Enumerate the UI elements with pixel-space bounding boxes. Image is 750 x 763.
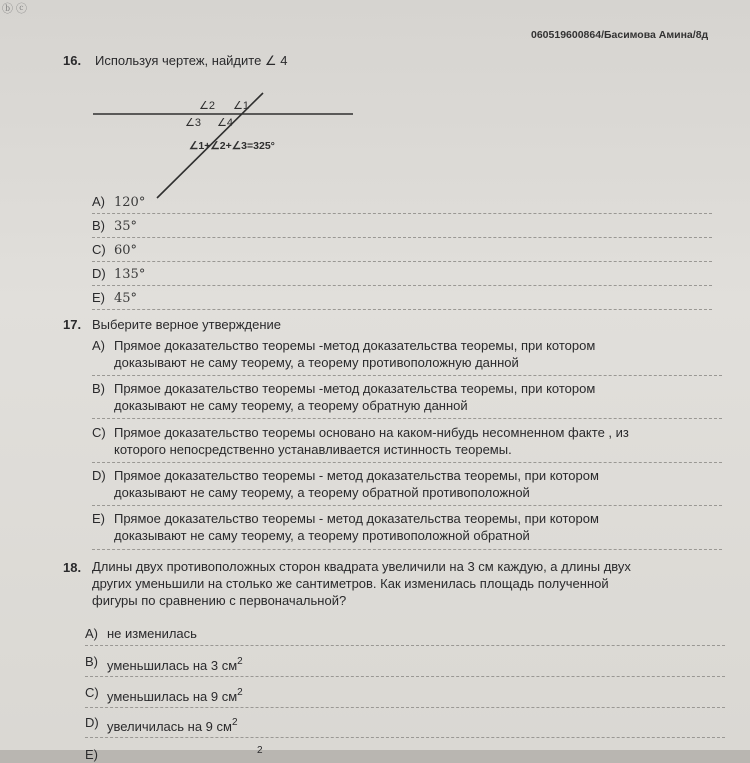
- q16-number: 16.: [63, 53, 82, 68]
- divider: [92, 505, 722, 506]
- angle-2-label: ∠2: [199, 100, 215, 112]
- angle-1-label: ∠1: [233, 100, 249, 112]
- divider: [92, 213, 712, 214]
- student-id-header: 060519600864/Басимова Амина/8д: [531, 29, 709, 41]
- q17-option-c[interactable]: C) Прямое доказательство теоремы основано на каком-нибудь несомненном факте , из которого непосредственно устанавливается истинность теоремы.: [92, 425, 629, 457]
- q16-option-d[interactable]: D) 135°: [92, 266, 146, 282]
- divider: [92, 261, 712, 262]
- angle-3-label: ∠3: [185, 117, 201, 129]
- q17-number: 17.: [63, 317, 82, 332]
- divider: [92, 462, 722, 463]
- q17-option-d[interactable]: D) Прямое доказательство теоремы - метод доказательства теоремы, при котором доказывают не саму теорему, а теорему обратной противоположной: [92, 468, 599, 500]
- divider: [92, 237, 712, 238]
- corner-marks: ⓑ ⓒ: [2, 3, 28, 15]
- divider: [92, 549, 722, 550]
- divider: [85, 707, 725, 708]
- q18-option-a[interactable]: A) не изменилась: [85, 626, 197, 641]
- divider: [85, 737, 725, 738]
- angle-condition: ∠1+∠2+∠3=325°: [189, 140, 275, 152]
- q17-option-a[interactable]: A) Прямое доказательство теоремы -метод доказательства теоремы, при котором доказывают не саму теорему, а теорему противоположную данной: [92, 338, 596, 370]
- divider: [85, 676, 725, 677]
- q18-option-c[interactable]: C) уменьшилась на 9 $см^2$: [85, 685, 243, 704]
- divider: [92, 309, 712, 310]
- divider: [92, 418, 722, 419]
- q16-text: Используя чертеж, найдите ∠ 4: [95, 53, 288, 68]
- q16-option-c[interactable]: C) 60°: [92, 242, 138, 258]
- q18-number: 18.: [63, 560, 82, 575]
- q18-option-d[interactable]: D) увеличилась на 9 $см^2$: [85, 715, 238, 734]
- q18-option-b[interactable]: B) уменьшилась на 3 $см^2$: [85, 654, 243, 673]
- q16-option-a[interactable]: A) 120°: [92, 194, 146, 210]
- q17-option-e[interactable]: E) Прямое доказательство теоремы - метод доказательства теоремы, при котором доказывают не саму теорему, а теорему противоположной обратной: [92, 511, 599, 543]
- q17-text: Выберите верное утверждение: [92, 317, 282, 332]
- q18-option-e[interactable]: E) $^2$: [85, 745, 263, 762]
- q18-text: Длины двух противоположных сторон квадрата увеличили на 3 см каждую, а длины двух других уменьшили на столько же сантиметров. Как изменилась площадь полученной фигуры по сравнению с первоначальной?: [92, 559, 631, 608]
- divider: [92, 375, 722, 376]
- q16-option-e[interactable]: E) 45°: [92, 290, 138, 306]
- q16-option-b[interactable]: B) 35°: [92, 218, 138, 234]
- q16-figure: [85, 90, 365, 205]
- divider: [85, 645, 725, 646]
- q17-option-b[interactable]: B) Прямое доказательство теоремы -метод доказательства теоремы, при котором доказывают не саму теорему, а теорему обратную данной: [92, 381, 596, 413]
- angle-4-label: ∠4: [217, 117, 233, 129]
- divider: [92, 285, 712, 286]
